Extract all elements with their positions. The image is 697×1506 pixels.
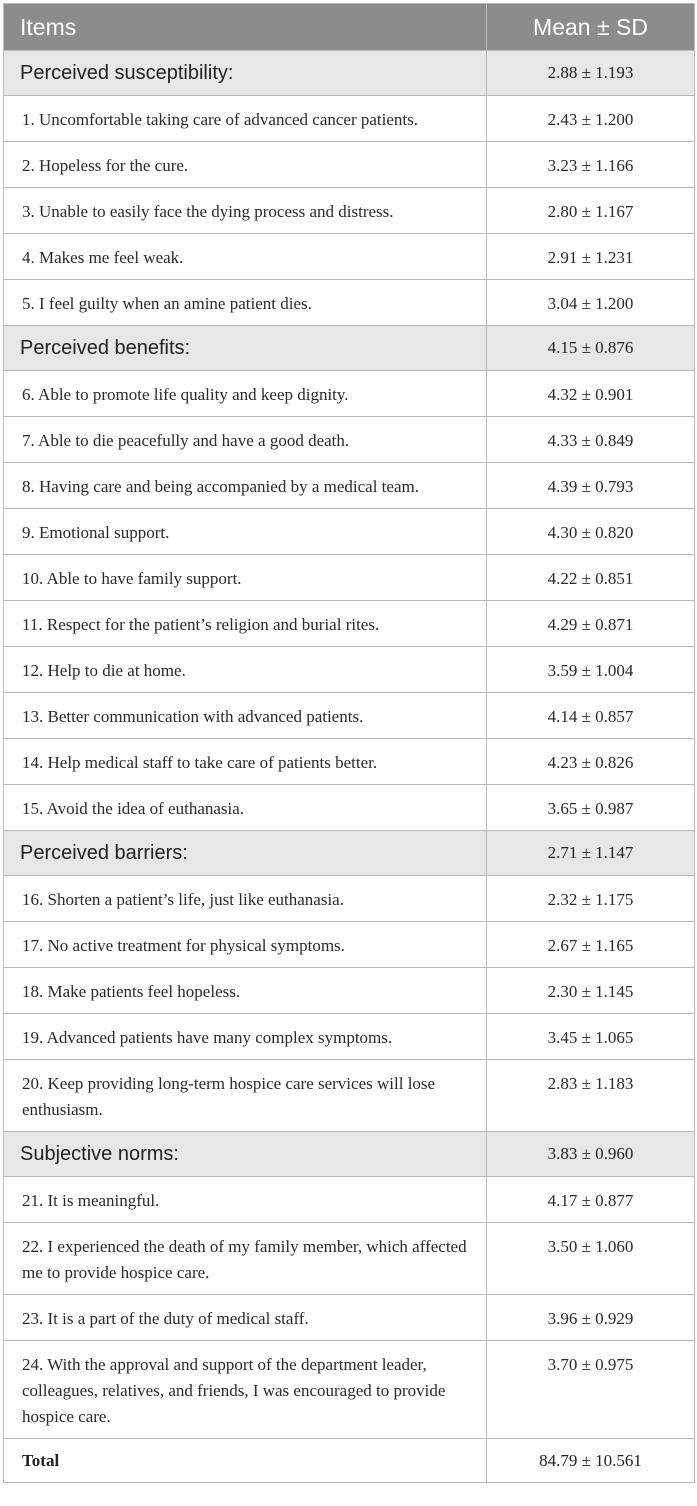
item-text: 13. Better communication with advanced patients. xyxy=(4,693,487,739)
section-row xyxy=(4,51,695,96)
section-title: Perceived benefits: xyxy=(4,326,487,371)
item-text: 3. Unable to easily face the dying process and distress. xyxy=(4,188,487,234)
item-value: 3.45 ± 1.065 xyxy=(487,1014,695,1060)
item-text: 21. It is meaningful. xyxy=(4,1177,487,1223)
section-value: 2.71 ± 1.147 xyxy=(487,831,695,876)
item-value: 2.67 ± 1.165 xyxy=(487,922,695,968)
section-row xyxy=(4,326,695,371)
item-text: 11. Respect for the patient’s religion and burial rites. xyxy=(4,601,487,647)
total-row xyxy=(4,1439,695,1483)
item-value: 2.91 ± 1.231 xyxy=(487,234,695,280)
item-value: 3.96 ± 0.929 xyxy=(487,1295,695,1341)
item-text: 22. I experienced the death of my family member, which affected me to provide hospice care. xyxy=(4,1223,487,1295)
item-value: 4.14 ± 0.857 xyxy=(487,693,695,739)
table-row xyxy=(4,1295,695,1341)
header-items: Items xyxy=(4,4,487,51)
section-row xyxy=(4,831,695,876)
item-text: 23. It is a part of the duty of medical staff. xyxy=(4,1295,487,1341)
item-value: 2.32 ± 1.175 xyxy=(487,876,695,922)
item-value: 2.80 ± 1.167 xyxy=(487,188,695,234)
section-title: Perceived susceptibility: xyxy=(4,51,487,96)
item-text: 4. Makes me feel weak. xyxy=(4,234,487,280)
item-value: 4.22 ± 0.851 xyxy=(487,555,695,601)
total-label: Total xyxy=(4,1439,487,1483)
item-value: 4.33 ± 0.849 xyxy=(487,417,695,463)
table-row xyxy=(4,188,695,234)
item-text: 5. I feel guilty when an amine patient dies. xyxy=(4,280,487,326)
item-value: 4.30 ± 0.820 xyxy=(487,509,695,555)
item-text: 10. Able to have family support. xyxy=(4,555,487,601)
table-body xyxy=(4,51,695,1483)
section-title: Subjective norms: xyxy=(4,1132,487,1177)
table-row xyxy=(4,463,695,509)
header-mean-sd: Mean ± SD xyxy=(487,4,695,51)
table-row xyxy=(4,234,695,280)
item-value: 3.65 ± 0.987 xyxy=(487,785,695,831)
section-row xyxy=(4,1132,695,1177)
item-value: 3.04 ± 1.200 xyxy=(487,280,695,326)
item-value: 3.50 ± 1.060 xyxy=(487,1223,695,1295)
table-row xyxy=(4,601,695,647)
item-text: 8. Having care and being accompanied by a medical team. xyxy=(4,463,487,509)
item-text: 19. Advanced patients have many complex symptoms. xyxy=(4,1014,487,1060)
item-text: 6. Able to promote life quality and keep dignity. xyxy=(4,371,487,417)
item-value: 2.30 ± 1.145 xyxy=(487,968,695,1014)
item-value: 4.32 ± 0.901 xyxy=(487,371,695,417)
item-text: 17. No active treatment for physical symptoms. xyxy=(4,922,487,968)
table-row xyxy=(4,371,695,417)
item-value: 4.17 ± 0.877 xyxy=(487,1177,695,1223)
table-header-row xyxy=(4,4,695,51)
table-row xyxy=(4,1223,695,1295)
table-row xyxy=(4,1177,695,1223)
table-row xyxy=(4,739,695,785)
item-text: 7. Able to die peacefully and have a good death. xyxy=(4,417,487,463)
table-row xyxy=(4,555,695,601)
item-value: 3.23 ± 1.166 xyxy=(487,142,695,188)
item-value: 3.59 ± 1.004 xyxy=(487,647,695,693)
table-row xyxy=(4,922,695,968)
table-row xyxy=(4,96,695,142)
table-row xyxy=(4,647,695,693)
section-value: 4.15 ± 0.876 xyxy=(487,326,695,371)
item-text: 16. Shorten a patient’s life, just like euthanasia. xyxy=(4,876,487,922)
items-table xyxy=(3,3,695,1483)
item-text: 9. Emotional support. xyxy=(4,509,487,555)
table-row xyxy=(4,1060,695,1132)
section-title: Perceived barriers: xyxy=(4,831,487,876)
item-value: 2.43 ± 1.200 xyxy=(487,96,695,142)
item-text: 20. Keep providing long-term hospice care services will lose enthusiasm. xyxy=(4,1060,487,1132)
item-text: 1. Uncomfortable taking care of advanced cancer patients. xyxy=(4,96,487,142)
item-value: 2.83 ± 1.183 xyxy=(487,1060,695,1132)
item-text: 14. Help medical staff to take care of patients better. xyxy=(4,739,487,785)
table-row xyxy=(4,1341,695,1439)
table-row xyxy=(4,1014,695,1060)
table-row xyxy=(4,142,695,188)
table-row xyxy=(4,417,695,463)
item-text: 12. Help to die at home. xyxy=(4,647,487,693)
item-text: 2. Hopeless for the cure. xyxy=(4,142,487,188)
total-value: 84.79 ± 10.561 xyxy=(487,1439,695,1483)
table-row xyxy=(4,693,695,739)
item-value: 4.39 ± 0.793 xyxy=(487,463,695,509)
table-row xyxy=(4,280,695,326)
item-text: 15. Avoid the idea of euthanasia. xyxy=(4,785,487,831)
table-row xyxy=(4,509,695,555)
item-value: 4.29 ± 0.871 xyxy=(487,601,695,647)
section-value: 2.88 ± 1.193 xyxy=(487,51,695,96)
table-row xyxy=(4,876,695,922)
item-value: 4.23 ± 0.826 xyxy=(487,739,695,785)
item-text: 24. With the approval and support of the department leader, colleagues, relatives, and friends, I was encouraged to provide hospice care. xyxy=(4,1341,487,1439)
item-text: 18. Make patients feel hopeless. xyxy=(4,968,487,1014)
section-value: 3.83 ± 0.960 xyxy=(487,1132,695,1177)
table-row xyxy=(4,785,695,831)
item-value: 3.70 ± 0.975 xyxy=(487,1341,695,1439)
table-row xyxy=(4,968,695,1014)
